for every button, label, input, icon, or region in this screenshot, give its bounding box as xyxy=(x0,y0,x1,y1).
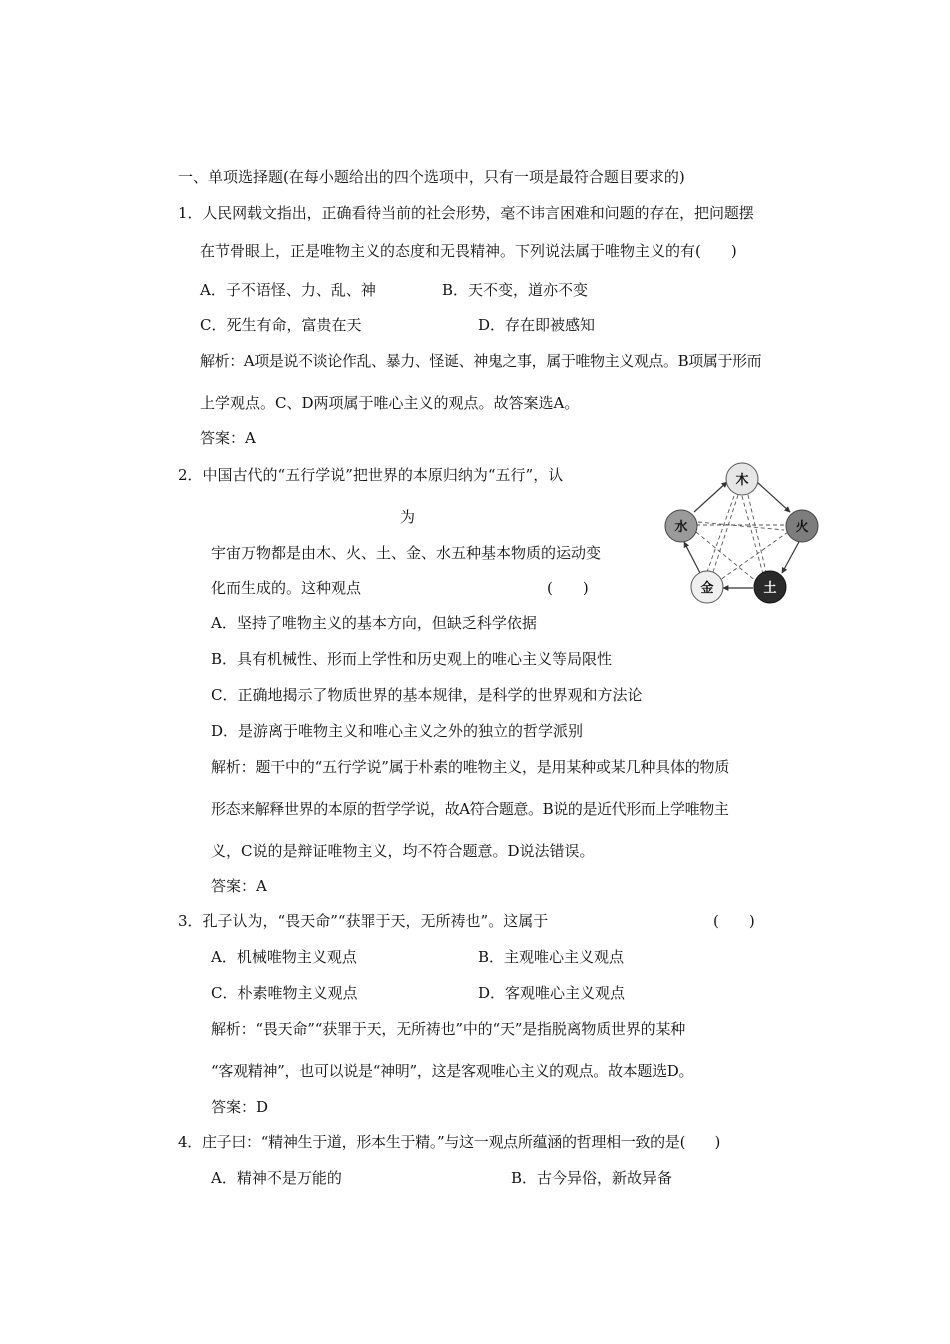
q4-option-b: B．古今异俗，新故异备 xyxy=(511,1169,673,1187)
q3-option-d: D．客观唯心主义观点 xyxy=(478,984,626,1002)
q1-option-d: D．存在即被感知 xyxy=(478,316,596,334)
q2-analysis-line2: 形态来解释世界的本原的哲学学说，故A符合题意。B说的是近代形而上学唯物主 xyxy=(211,800,729,818)
q2-answer: 答案：A xyxy=(211,877,267,895)
q1-option-a: A．子不语怪、力、乱、神 xyxy=(200,281,376,299)
q1-stem-line2: 在节骨眼上，正是唯物主义的态度和无畏精神。下列说法属于唯物主义的有( ) xyxy=(200,242,737,260)
q3-answer: 答案：D xyxy=(211,1098,269,1116)
element-wood-label: 木 xyxy=(735,473,749,488)
q2-stem-line4: 化而生成的。这种观点 xyxy=(211,579,362,597)
element-node-water xyxy=(665,510,697,542)
five-elements-diagram xyxy=(660,460,830,610)
q3-answer-blank: ( ) xyxy=(713,912,755,930)
q1-option-b: B．天不变，道亦不变 xyxy=(442,281,589,299)
element-node-earth xyxy=(754,571,786,603)
q4-stem: 4．庄子曰：“精神生于道，形本生于精。”与这一观点所蕴涵的哲理相一致的是( ) xyxy=(178,1133,721,1151)
q3-stem: 3．孔子认为，“畏天命”“获罪于天，无所祷也”。这属于 xyxy=(178,912,549,930)
q2-stem-line2: 为 xyxy=(400,508,416,526)
q1-stem-line1: 1．人民网载文指出，正确看待当前的社会形势，毫不讳言困难和问题的存在，把问题摆 xyxy=(178,204,754,222)
element-water-label: 水 xyxy=(674,520,688,535)
q3-analysis-line2: “客观精神”，也可以说是“神明”，这是客观唯心主义的观点。故本题选D。 xyxy=(211,1062,694,1080)
q1-analysis-line2: 上学观点。C、D两项属于唯心主义的观点。故答案选A。 xyxy=(200,394,580,412)
element-earth-label: 土 xyxy=(763,581,777,596)
q2-analysis-line1: 解析：题干中的“五行学说”属于朴素的唯物主义，是用某种或某几种具体的物质 xyxy=(211,758,730,776)
element-node-fire xyxy=(786,510,818,542)
element-node-metal xyxy=(691,571,723,603)
q2-option-b: B．具有机械性、形而上学性和历史观上的唯心主义等局限性 xyxy=(211,650,613,668)
q1-answer: 答案：A xyxy=(200,429,256,447)
q2-answer-blank: ( ) xyxy=(547,579,589,597)
element-node-wood xyxy=(726,463,758,495)
q2-stem-line1: 2．中国古代的“五行学说”把世界的本原归纳为“五行”，认 xyxy=(178,466,564,484)
q3-option-a: A．机械唯物主义观点 xyxy=(211,948,357,966)
element-fire-label: 火 xyxy=(795,520,809,535)
q3-analysis-line1: 解析：“畏天命”“获罪于天，无所祷也”中的“天”是指脱离物质世界的某种 xyxy=(211,1020,686,1038)
q1-analysis-line1: 解析：A项是说不谈论作乱、暴力、怪诞、神鬼之事，属于唯物主义观点。B项属于形而 xyxy=(200,352,762,370)
q2-stem-line3: 宇宙万物都是由木、火、土、金、水五种基本物质的运动变 xyxy=(211,544,602,562)
q2-option-d: D．是游离于唯物主义和唯心主义之外的独立的哲学派别 xyxy=(211,722,584,740)
q2-option-a: A．坚持了唯物主义的基本方向，但缺乏科学依据 xyxy=(211,614,537,632)
element-metal-label: 金 xyxy=(700,581,714,596)
q2-option-c: C．正确地揭示了物质世界的基本规律，是科学的世界观和方法论 xyxy=(211,686,643,704)
q1-option-c: C．死生有命，富贵在天 xyxy=(200,316,362,334)
section-title: 一、单项选择题(在每小题给出的四个选项中，只有一项是最符合题目要求的) xyxy=(178,168,685,186)
q3-option-b: B．主观唯心主义观点 xyxy=(478,948,625,966)
q3-option-c: C．朴素唯物主义观点 xyxy=(211,984,358,1002)
q4-option-a: A．精神不是万能的 xyxy=(211,1169,342,1187)
q2-analysis-line3: 义，C说的是辩证唯物主义，均不符合题意。D说法错误。 xyxy=(211,842,595,860)
